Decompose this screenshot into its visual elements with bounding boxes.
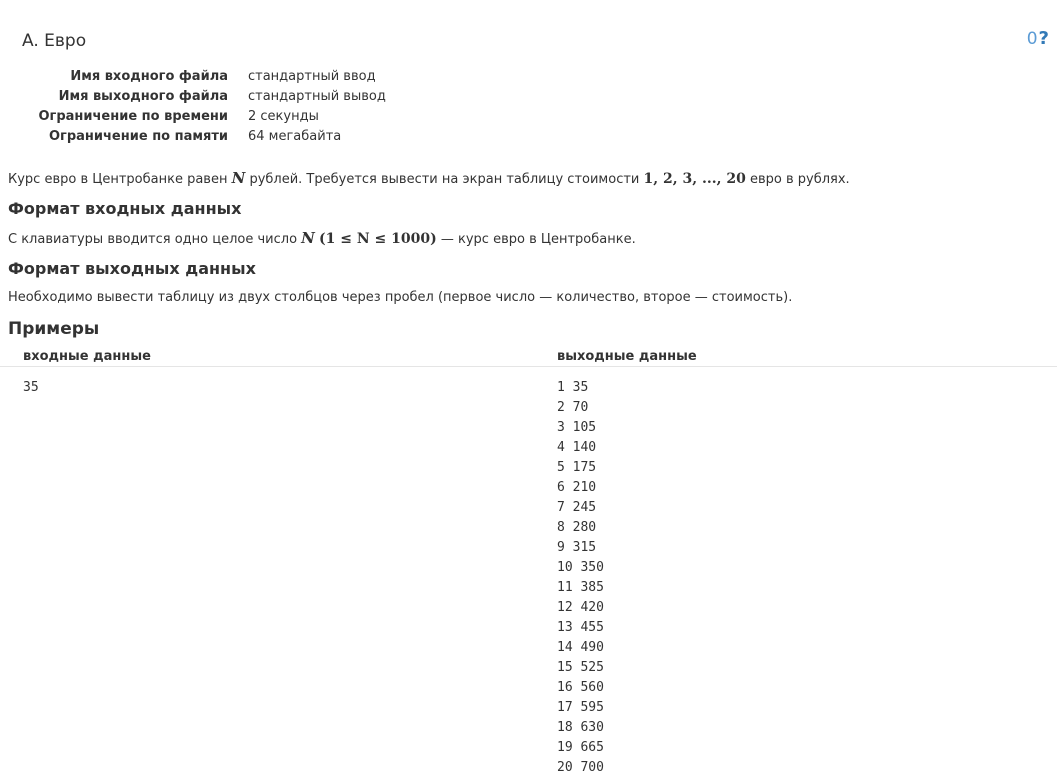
score-value: 0 bbox=[1026, 29, 1038, 49]
score-indicator bbox=[1027, 28, 1049, 49]
output-column-header: выходные данные bbox=[557, 349, 697, 364]
limit-label: Ограничение по времени bbox=[38, 109, 228, 124]
limit-value: стандартный ввод bbox=[248, 69, 376, 84]
math-constraint: (1 ≤ N ≤ 1000) bbox=[319, 231, 437, 247]
output-line: 10 350 bbox=[557, 560, 604, 575]
statement-text: Курс евро в Центробанке равен bbox=[8, 172, 232, 187]
output-line: 13 455 bbox=[557, 620, 604, 635]
limit-value: 64 мегабайта bbox=[248, 129, 342, 144]
limits-table bbox=[0, 67, 386, 147]
limit-value: стандартный вывод bbox=[248, 89, 386, 104]
limit-label: Имя выходного файла bbox=[58, 89, 228, 104]
limit-value: 2 секунды bbox=[248, 109, 319, 124]
math-sequence: 1, 2, 3, ..., 20 bbox=[643, 171, 746, 187]
example-input: 35 bbox=[23, 380, 39, 395]
help-icon[interactable]: ? bbox=[1038, 28, 1049, 49]
output-line: 18 630 bbox=[557, 720, 604, 735]
limit-row bbox=[0, 87, 386, 107]
statement-text: евро в рублях. bbox=[745, 172, 850, 187]
output-line: 11 385 bbox=[557, 580, 604, 595]
limit-row bbox=[0, 67, 386, 87]
output-line: 1 35 bbox=[557, 380, 589, 395]
example-output bbox=[557, 378, 604, 778]
output-line: 9 315 bbox=[557, 540, 597, 555]
statement-text: рублей. Требуется вывести на экран таблицу стоимости bbox=[245, 172, 644, 187]
problem-title: A. Евро bbox=[22, 31, 87, 51]
output-line: 16 560 bbox=[557, 680, 604, 695]
output-line: 19 665 bbox=[557, 740, 604, 755]
output-line: 20 700 bbox=[557, 760, 604, 775]
limit-label: Имя входного файла bbox=[70, 69, 228, 84]
input-format-heading: Формат входных данных bbox=[8, 199, 242, 218]
input-format-text-end: — курс евро в Центробанке. bbox=[436, 232, 636, 247]
output-format-heading: Формат выходных данных bbox=[8, 259, 256, 278]
math-var-n: N bbox=[231, 169, 246, 187]
output-line: 7 245 bbox=[557, 500, 597, 515]
output-line: 12 420 bbox=[557, 600, 604, 615]
input-format-text-start: С клавиатуры вводится одно целое число bbox=[8, 232, 302, 247]
output-line: 8 280 bbox=[557, 520, 597, 535]
problem-statement bbox=[8, 169, 850, 187]
input-format-text bbox=[8, 229, 636, 247]
output-line: 15 525 bbox=[557, 660, 604, 675]
examples-heading: Примеры bbox=[8, 319, 100, 339]
input-column-header: входные данные bbox=[23, 349, 151, 364]
output-line: 5 175 bbox=[557, 460, 597, 475]
output-line: 6 210 bbox=[557, 480, 597, 495]
output-line: 4 140 bbox=[557, 440, 597, 455]
output-line: 2 70 bbox=[557, 400, 589, 415]
examples-header-row bbox=[0, 349, 1057, 367]
math-var-n: N bbox=[301, 229, 315, 247]
output-line: 14 490 bbox=[557, 640, 604, 655]
output-line: 17 595 bbox=[557, 700, 604, 715]
limit-row bbox=[0, 107, 386, 127]
output-line: 3 105 bbox=[557, 420, 597, 435]
limit-row bbox=[0, 127, 386, 147]
limit-label: Ограничение по памяти bbox=[49, 129, 228, 144]
output-format-text: Необходимо вывести таблицу из двух столбцов через пробел (первое число — количество, второе — стоимость). bbox=[8, 290, 793, 305]
